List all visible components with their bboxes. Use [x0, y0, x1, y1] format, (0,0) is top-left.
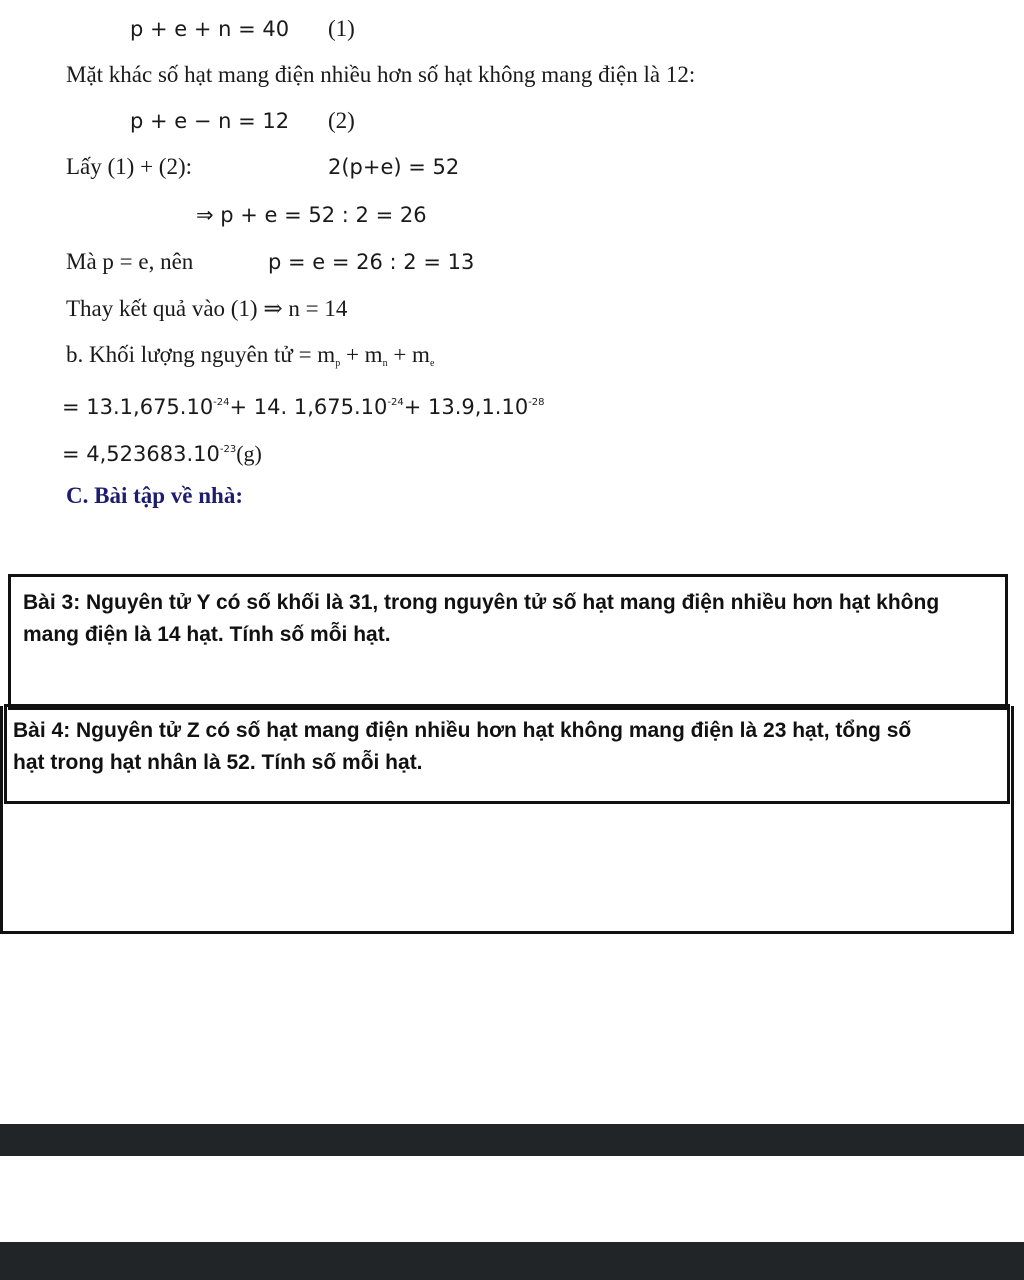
equation-2: p + e − n = 12 — [130, 109, 290, 133]
exercise-4-box — [4, 704, 1010, 804]
ma-label: Mà p = e, nên — [66, 249, 194, 274]
lay-label: Lấy (1) + (2): — [66, 154, 193, 179]
mass-result — [62, 435, 262, 469]
dark-band — [0, 1124, 1024, 1156]
mass-sub-p: p — [335, 358, 341, 369]
mass-formula — [66, 340, 434, 379]
equation-2-tag: (2) — [328, 108, 355, 133]
calc-exp-3: -28 — [528, 397, 545, 408]
result-unit: (g) — [236, 441, 262, 466]
mass-sub-n: n — [382, 358, 388, 369]
calc-part-a: = 13.1,675.10 — [62, 395, 214, 419]
exercise-3-line-1: Bài 3: Nguyên tử Y có số khối là 31, trong nguyên tử số hạt mang điện nhiều hơn hạt không — [23, 591, 940, 614]
result-exp: -23 — [219, 444, 237, 455]
calc-part-c: + 13.9,1.10 — [403, 395, 529, 419]
ma-equation: p = e = 26 : 2 = 13 — [268, 250, 475, 274]
text-mat-khac: Mặt khác số hạt mang điện nhiều hơn số hạt không mang điện là 12: — [66, 62, 696, 87]
mass-sub-e: e — [429, 358, 435, 369]
equation-1-tag: (1) — [328, 16, 355, 41]
implies-equation: ⇒ p + e = 52 : 2 = 26 — [196, 203, 427, 227]
bottom-bar — [0, 1242, 1024, 1280]
exercise-3-line-2: mang điện là 14 hạt. Tính số mỗi hạt. — [23, 623, 391, 646]
mass-calculation — [62, 388, 545, 422]
calc-exp-2: -24 — [387, 397, 404, 408]
thay-text: Thay kết quả vào (1) ⇒ n = 14 — [66, 296, 348, 321]
exercise-4-line-2: hạt trong hạt nhân là 52. Tính số mỗi hạt. — [13, 751, 423, 774]
lay-equation: 2(p+e) = 52 — [328, 155, 460, 179]
homework-heading: C. Bài tập về nhà: — [66, 483, 243, 508]
mass-plus-2: + m — [387, 342, 430, 367]
calc-exp-1: -24 — [213, 397, 230, 408]
mass-label: b. Khối lượng nguyên tử = m — [66, 342, 336, 367]
calc-part-b: + 14. 1,675.10 — [229, 395, 388, 419]
exercise-4-line-1: Bài 4: Nguyên tử Z có số hạt mang điện nhiều hơn hạt không mang điện là 23 hạt, tổng số — [13, 719, 912, 742]
mass-plus-1: + m — [340, 342, 383, 367]
exercise-3-box — [8, 574, 1008, 710]
equation-1: p + e + n = 40 — [130, 17, 290, 41]
result-value: = 4,523683.10 — [62, 442, 220, 466]
